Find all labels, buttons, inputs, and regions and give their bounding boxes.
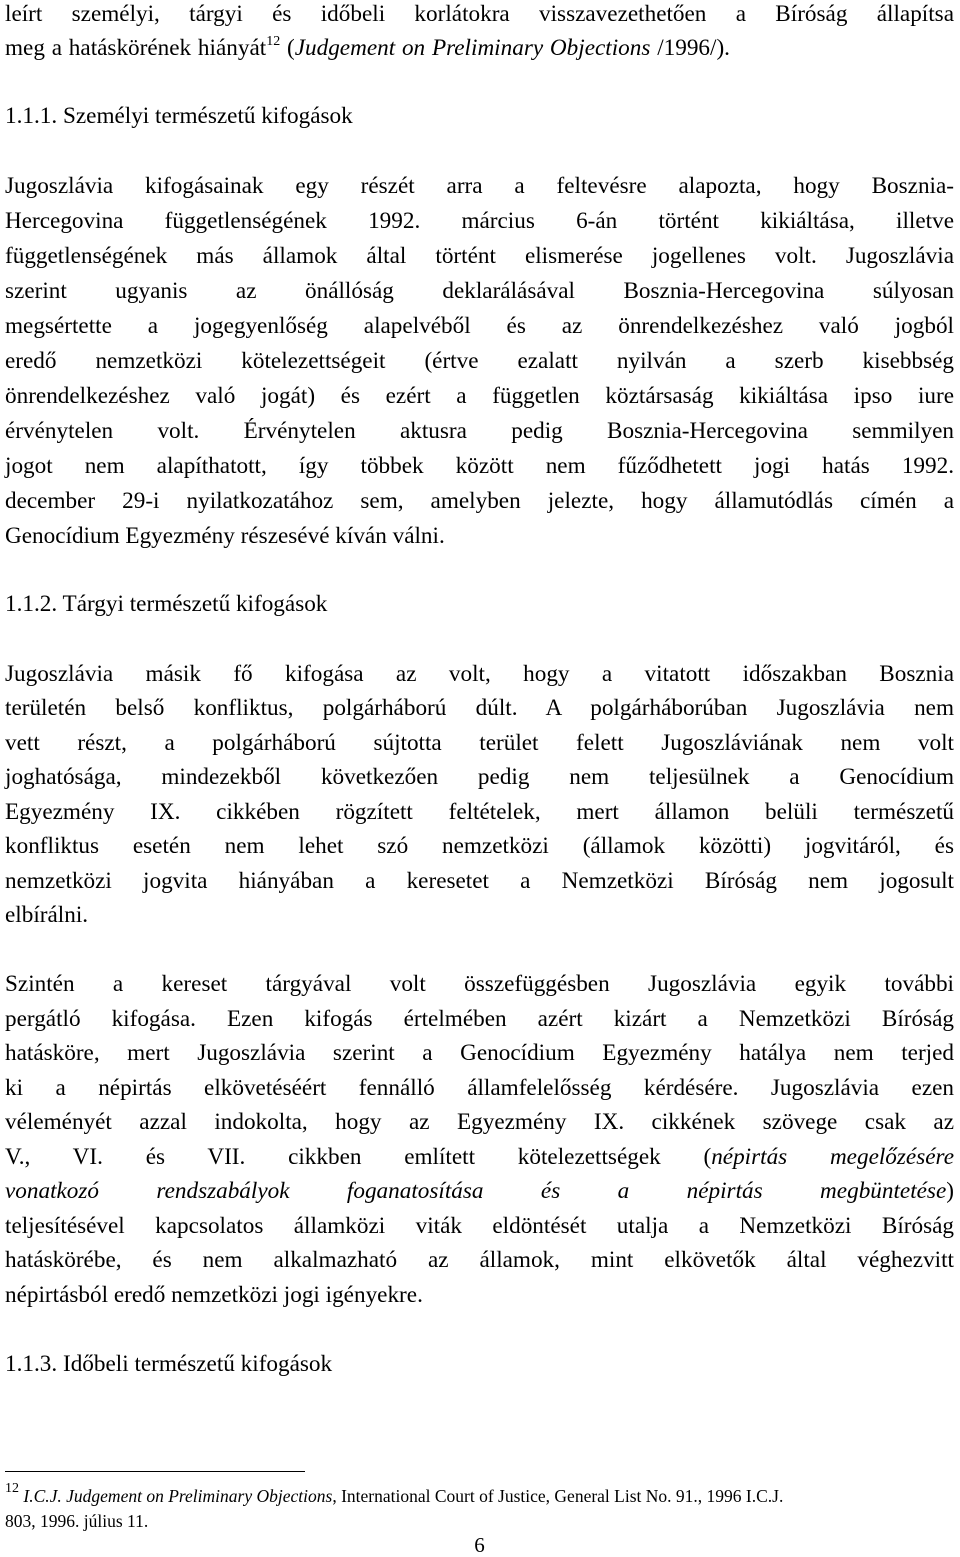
- paragraph-line: vett részt, a polgárháború sújtotta terület felett Jugoszláviának nem volt: [5, 730, 954, 756]
- paragraph-line: V., VI. és VII. cikkben említett kötelezettségek (népirtás megelőzésére: [5, 1144, 954, 1170]
- paragraph-line: Jugoszlávia másik fő kifogása az volt, hogy a vitatott időszakban Bosznia: [5, 661, 954, 687]
- paragraph-line: eredő nemzetközi kötelezettségeit (értve ezalatt nyilván a szerb kisebbség: [5, 348, 954, 374]
- paragraph-line: nemzetközi jogvita hiányában a keresetet a Nemzetközi Bíróság nem jogosult: [5, 868, 954, 894]
- footnote-line: 803, 1996. július 11.: [5, 1511, 149, 1531]
- paragraph-line: joghatósága, mindezekből következően pedig nem teljesülnek a Genocídium: [5, 764, 954, 790]
- paragraph-line: véleményét azzal indokolta, hogy az Egyezmény IX. cikkének szövege csak az: [5, 1109, 954, 1135]
- paragraph-line: elbírálni.: [5, 902, 89, 928]
- paragraph-line: megsértette a jogegyenlőség alapelvéből és az önrendelkezéshez való jogból: [5, 313, 954, 339]
- paragraph-line: konfliktus esetén nem lehet szó nemzetközi (államok közötti) jogvitáról, és: [5, 833, 954, 859]
- paragraph-line: leírt személyi, tárgyi és időbeli korlátokra visszavezethetően a Bíróság állapítsa: [5, 1, 954, 27]
- paragraph-line: Hercegovina függetlenségének 1992. március 6-án történt kikiáltása, illetve: [5, 208, 954, 234]
- paragraph-line: Jugoszlávia kifogásainak egy részét arra a feltevésre alapozta, hogy Bosznia-: [5, 173, 954, 199]
- paragraph-line: jogot nem alapíthatott, így többek között nem fűződhetett jogi hatás 1992.: [5, 453, 954, 479]
- paragraph-line: hatásköre, mert Jugoszlávia szerint a Genocídium Egyezmény hatálya nem terjed: [5, 1040, 954, 1066]
- footnote-reference[interactable]: 12: [266, 34, 281, 49]
- paragraph-line: önrendelkezéshez való jogát) és ezért a független köztársaság kikiáltása ipso iure: [5, 383, 954, 409]
- paragraph-line: szerint ugyanis az önállóság deklarálásával Bosznia-Hercegovina súlyosan: [5, 278, 954, 304]
- paragraph-line: területén belső konfliktus, polgárháború dúlt. A polgárháborúban Jugoszlávia nem: [5, 695, 954, 721]
- paragraph-line: Egyezmény IX. cikkében rögzített feltételek, mert államon belüli természetű: [5, 799, 954, 825]
- paragraph-line: függetlenségének más államok által történt elismerése jogellenes volt. Jugoszlávia: [5, 243, 954, 269]
- paragraph-line: pergátló kifogása. Ezen kifogás értelmében azért kizárt a Nemzetközi Bíróság: [5, 1006, 954, 1032]
- paragraph-line: hatáskörébe, és nem alkalmazható az államok, mint elkövetők által véghezvitt: [5, 1247, 954, 1273]
- section-heading-1-1-1: 1.1.1. Személyi természetű kifogások: [5, 103, 353, 129]
- paragraph-line: Genocídium Egyezmény részesévé kíván válni.: [5, 523, 445, 549]
- paragraph-line: vonatkozó rendszabályok foganatosítása és a népirtás megbüntetése): [5, 1178, 954, 1204]
- paragraph-line: december 29-i nyilatkozatához sem, amelyben jelezte, hogy államutódlás címén a: [5, 488, 954, 514]
- paragraph-line: érvénytelen volt. Érvénytelen aktusra pedig Bosznia-Hercegovina semmilyen: [5, 418, 954, 444]
- paragraph-line: népirtásból eredő nemzetközi jogi igényekre.: [5, 1282, 423, 1308]
- paragraph-line: teljesítésével kapcsolatos államközi viták eldöntését utalja a Nemzetközi Bíróság: [5, 1213, 954, 1239]
- footnote-separator: [5, 1471, 305, 1472]
- section-heading-1-1-3: 1.1.3. Időbeli természetű kifogások: [5, 1351, 333, 1377]
- section-heading-1-1-2: 1.1.2. Tárgyi természetű kifogások: [5, 591, 328, 617]
- paragraph-line: ki a népirtás elkövetéséért fennálló államfelelősség kérdésére. Jugoszlávia ezen: [5, 1075, 954, 1101]
- paragraph-line: meg a hatáskörének hiányát$^{12}$ (Judgement on Preliminary Objections /1996/).: [5, 34, 730, 61]
- page-number: 6: [474, 1533, 485, 1557]
- footnote-number: 12: [5, 1481, 19, 1496]
- footnote-line: $^{12}$ I.C.J. Judgement on Preliminary Objections, International Court of Justice, General List No. 91., 1996 I.C.J.: [5, 1481, 784, 1506]
- paragraph-line: Szintén a kereset tárgyával volt összefüggésben Jugoszlávia egyik további: [5, 971, 954, 997]
